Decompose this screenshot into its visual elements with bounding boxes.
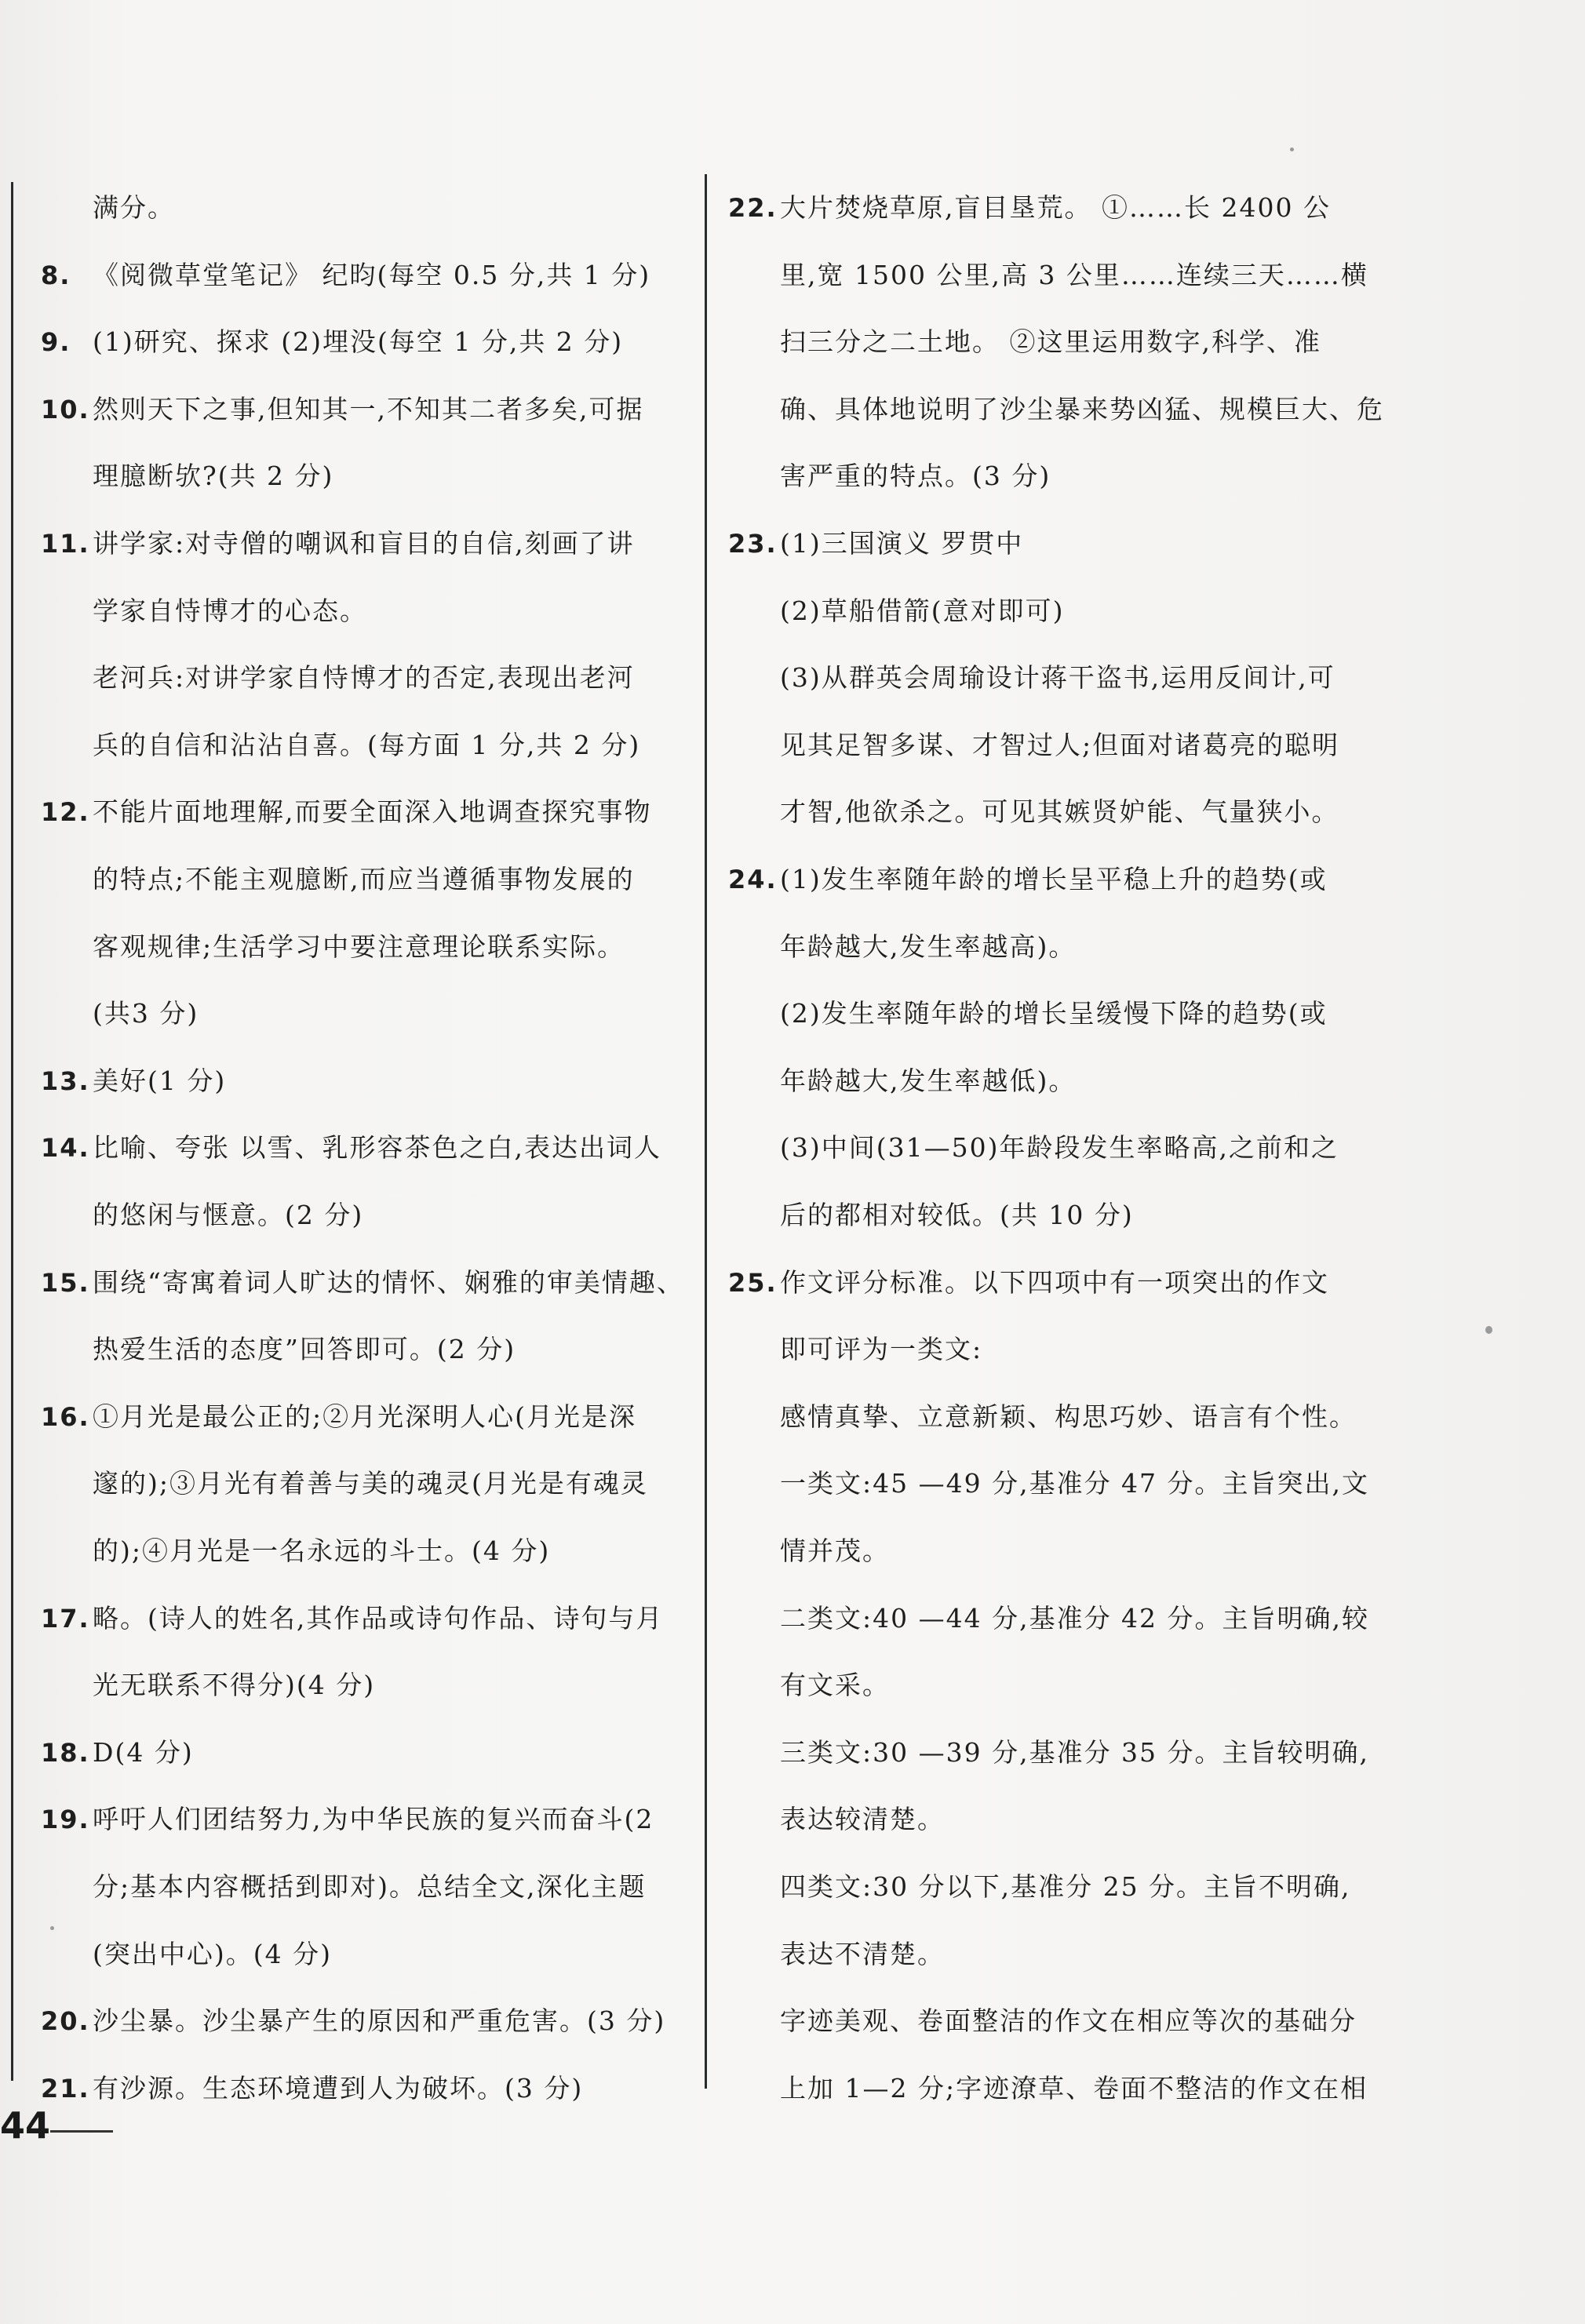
- answer-line: [41, 1719, 690, 1787]
- answer-text: (1)发生率随年龄的增长呈平稳上升的趋势(或: [780, 864, 1328, 894]
- answer-line: [734, 1652, 1386, 1719]
- answer-text: 比喻、夸张 以雪、乳形容茶色之白,表达出词人: [93, 1132, 661, 1164]
- answer-line: [734, 1182, 1386, 1249]
- answer-line: [734, 2055, 1386, 2122]
- question-number: 11.: [41, 529, 90, 559]
- answer-line: [728, 510, 1386, 577]
- answer-line: [47, 443, 690, 510]
- answer-line: [734, 712, 1386, 779]
- answer-text: (2)发生率随年龄的增长呈缓慢下降的趋势(或: [780, 998, 1328, 1029]
- question-number: 23.: [728, 529, 778, 559]
- answer-text: 作文评分标准。以下四项中有一项突出的作文: [780, 1266, 1329, 1298]
- question-number: 10.: [41, 394, 90, 424]
- answer-text: 理臆断欤?(共 2 分): [93, 461, 334, 492]
- answer-text: 大片焚烧草原,盲目垦荒。 ①……长 2400 公: [780, 192, 1331, 223]
- answer-text: 感情真挚、立意新颖、构思巧妙、语言有个性。: [780, 1401, 1357, 1432]
- answer-line: [734, 1719, 1386, 1787]
- answer-text: 上加 1—2 分;字迹潦草、卷面不整洁的作文在相: [780, 2072, 1368, 2104]
- answer-text: 兵的自信和沾沾自喜。(每方面 1 分,共 2 分): [93, 729, 641, 760]
- answer-text: 扫三分之二土地。 ②这里运用数字,科学、准: [780, 326, 1321, 358]
- question-number: 16.: [41, 1401, 90, 1432]
- answer-text: 邃的);③月光有着善与美的魂灵(月光是有魂灵: [93, 1468, 648, 1499]
- question-number: 19.: [41, 1805, 90, 1835]
- answer-line: [41, 2055, 690, 2122]
- answer-line: [41, 1047, 690, 1115]
- answer-text: 害严重的特点。(3 分): [780, 461, 1051, 492]
- answer-text: 客观规律;生活学习中要注意理论联系实际。: [93, 931, 625, 962]
- answer-text: 讲学家:对寺僧的嘲讽和盲目的自信,刻画了讲: [93, 528, 635, 559]
- answer-line: [734, 242, 1386, 309]
- answer-line: [47, 1182, 690, 1249]
- answer-line: [47, 1921, 690, 1988]
- question-number: 18.: [41, 1737, 90, 1768]
- answer-line: [734, 913, 1386, 981]
- answer-line: [734, 1786, 1386, 1853]
- left-margin-rule: [11, 182, 13, 2081]
- question-number: 25.: [728, 1267, 778, 1298]
- answer-text: 有文采。: [780, 1670, 890, 1701]
- scan-speck: [50, 1926, 54, 1930]
- question-number: 22.: [728, 193, 778, 223]
- answer-line: [47, 1450, 690, 1517]
- answer-line: [734, 1450, 1386, 1517]
- answer-line: [47, 846, 690, 913]
- answer-line: [47, 712, 690, 779]
- answer-text: 一类文:45 —49 分,基准分 47 分。主旨突出,文: [780, 1468, 1370, 1499]
- answer-text: (3)中间(31—50)年龄段发生率略高,之前和之: [780, 1132, 1339, 1164]
- answer-text: 围绕“寄寓着词人旷达的情怀、娴雅的审美情趣、: [93, 1266, 684, 1298]
- answer-text: 满分。: [93, 192, 175, 223]
- answer-line: [734, 308, 1386, 376]
- question-number: 8.: [41, 260, 71, 290]
- answer-text: 才智,他欲杀之。可见其嫉贤妒能、气量狭小。: [780, 796, 1339, 828]
- question-number: 20.: [41, 2006, 90, 2037]
- answer-text: 热爱生活的态度”回答即可。(2 分): [93, 1334, 516, 1365]
- answer-text: (突出中心)。(4 分): [93, 1938, 332, 1969]
- question-number: 12.: [41, 797, 90, 828]
- answer-line: [734, 1921, 1386, 1988]
- answer-text: 不能片面地理解,而要全面深入地调查探究事物: [93, 796, 652, 828]
- answer-text: 的特点;不能主观臆断,而应当遵循事物发展的: [93, 864, 635, 894]
- answer-line: [41, 1114, 690, 1182]
- answer-line: [41, 1585, 690, 1652]
- question-number: 15.: [41, 1267, 90, 1298]
- answer-line: [41, 1383, 690, 1451]
- answer-line: [47, 174, 690, 242]
- answer-text: 学家自恃博才的心态。: [93, 595, 367, 626]
- answer-text: 情并茂。: [780, 1535, 890, 1566]
- answer-text: 然则天下之事,但知其一,不知其二者多矣,可据: [93, 393, 644, 424]
- question-number: 9.: [41, 327, 71, 358]
- answer-line: [47, 1316, 690, 1383]
- answer-line: [734, 577, 1386, 645]
- answer-text: 二类文:40 —44 分,基准分 42 分。主旨明确,较: [780, 1602, 1370, 1634]
- question-number: 21.: [41, 2073, 90, 2104]
- answer-line: [728, 1249, 1386, 1317]
- answer-text: D(4 分): [93, 1736, 194, 1768]
- answer-text: 见其足智多谋、才智过人;但面对诸葛亮的聪明: [780, 729, 1340, 760]
- answer-text: 确、具体地说明了沙尘暴来势凶猛、规模巨大、危: [780, 393, 1384, 424]
- page-number-rule: [50, 2130, 113, 2133]
- answer-text: ①月光是最公正的;②月光深明人心(月光是深: [93, 1401, 636, 1432]
- answer-line: [734, 1316, 1386, 1383]
- answer-text: (3)从群英会周瑜设计蒋干盗书,运用反间计,可: [780, 662, 1335, 694]
- answer-line: [41, 308, 690, 376]
- answer-text: 有沙源。生态环境遭到人为破坏。(3 分): [93, 2072, 584, 2104]
- answer-line: [734, 1517, 1386, 1585]
- answer-line: [41, 778, 690, 846]
- answer-text: 美好(1 分): [93, 1065, 227, 1096]
- answer-text: 老河兵:对讲学家自恃博才的否定,表现出老河: [93, 662, 635, 694]
- answer-line: [734, 778, 1386, 846]
- answer-text: 呼吁人们团结努力,为中华民族的复兴而奋斗(2: [93, 1804, 654, 1835]
- answer-line: [734, 1114, 1386, 1182]
- answer-text: 表达不清楚。: [780, 1938, 945, 1969]
- answer-text: 《阅微草堂笔记》 纪昀(每空 0.5 分,共 1 分): [93, 259, 651, 290]
- answer-text: 的);④月光是一名永远的斗士。(4 分): [93, 1535, 551, 1566]
- column-divider: [705, 174, 707, 2089]
- answer-line: [47, 1853, 690, 1921]
- answer-text: 沙尘暴。沙尘暴产生的原因和严重危害。(3 分): [93, 2005, 666, 2037]
- answer-line: [734, 980, 1386, 1047]
- answer-line: [47, 1517, 690, 1585]
- answer-line: [41, 1786, 690, 1853]
- answer-line: [41, 1249, 690, 1317]
- answer-line: [41, 510, 690, 577]
- question-number: 24.: [728, 865, 778, 894]
- answer-text: 略。(诗人的姓名,其作品或诗句作品、诗句与月: [93, 1602, 664, 1634]
- scan-speck: [1290, 148, 1294, 151]
- question-number: 17.: [41, 1603, 90, 1634]
- answer-text: 四类文:30 分以下,基准分 25 分。主旨不明确,: [780, 1871, 1351, 1902]
- answer-text: 的悠闲与惬意。(2 分): [93, 1200, 364, 1230]
- answer-line: [728, 174, 1386, 242]
- answer-line: [47, 644, 690, 712]
- answer-line: [41, 242, 690, 309]
- scan-speck: [1485, 1326, 1492, 1334]
- answer-line: [47, 913, 690, 981]
- answer-line: [734, 1383, 1386, 1451]
- answer-text: 分;基本内容概括到即对)。总结全文,深化主题: [93, 1871, 647, 1902]
- answer-text: (共3 分): [93, 998, 199, 1029]
- answer-line: [47, 1652, 690, 1719]
- answer-text: 表达较清楚。: [780, 1804, 945, 1835]
- answer-text: (2)草船借箭(意对即可): [780, 595, 1065, 626]
- answer-line: [41, 1987, 690, 2055]
- answer-text: (1)三国演义 罗贯中: [780, 528, 1024, 559]
- answer-text: 后的都相对较低。(共 10 分): [780, 1200, 1134, 1230]
- answer-text: (1)研究、探求 (2)埋没(每空 1 分,共 2 分): [93, 326, 624, 358]
- answer-line: [734, 1585, 1386, 1652]
- answer-line: [47, 980, 690, 1047]
- answer-line: [47, 577, 690, 645]
- answer-line: [734, 644, 1386, 712]
- answer-text: 三类文:30 —39 分,基准分 35 分。主旨较明确,: [780, 1736, 1370, 1768]
- answer-text: 即可评为一类文:: [780, 1334, 983, 1365]
- question-number: 14.: [41, 1133, 90, 1164]
- answer-text: 光无联系不得分)(4 分): [93, 1670, 376, 1701]
- answer-line: [734, 1047, 1386, 1115]
- answer-text: 年龄越大,发生率越低)。: [780, 1065, 1077, 1096]
- answer-line: [734, 1853, 1386, 1921]
- answer-line: [734, 443, 1386, 510]
- answer-line: [41, 376, 690, 443]
- answer-line: [734, 376, 1386, 443]
- answer-text: 里,宽 1500 公里,高 3 公里……连续三天……横: [780, 259, 1368, 290]
- page-number: 44: [0, 2104, 51, 2147]
- answer-text: 年龄越大,发生率越高)。: [780, 931, 1077, 962]
- answer-text: 字迹美观、卷面整洁的作文在相应等次的基础分: [780, 2005, 1357, 2037]
- question-number: 13.: [41, 1065, 90, 1096]
- answer-line: [728, 846, 1386, 913]
- answer-line: [734, 1987, 1386, 2055]
